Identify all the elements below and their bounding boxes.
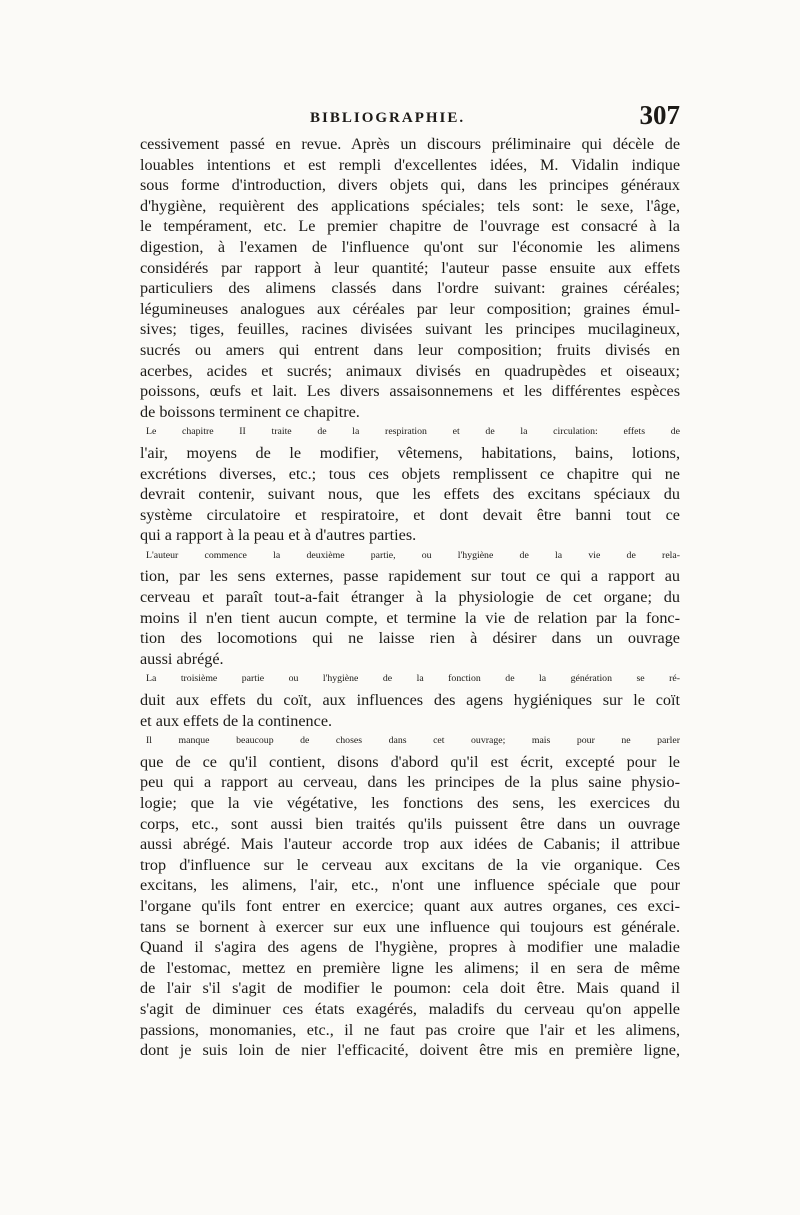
page-number: 307 xyxy=(639,100,680,130)
text-line: excitans, les alimens, l'air, etc., n'ont une influence spéciale que pour xyxy=(140,876,680,895)
text-line: qui a rapport à la peau et à d'autres parties. xyxy=(140,526,417,545)
text-line: acerbes, acides et sucrés; animaux divisés en quadrupèdes et oiseaux; xyxy=(140,361,680,380)
text-line: aussi abrégé. xyxy=(140,649,224,668)
text-line: devrait contenir, suivant nous, que les effets des excitans spéciaux du xyxy=(140,485,680,504)
text-line: moins il n'en tient aucun compte, et termine la vie de relation par la fonc- xyxy=(140,608,680,627)
text-line: et aux effets de la continence. xyxy=(140,711,333,730)
text-line: tans se bornent à exercer sur eux une influence qui toujours est générale. xyxy=(140,917,680,936)
text-line: dont je suis loin de nier l'efficacité, doivent être mis en première ligne, xyxy=(140,1041,680,1060)
text-line: passions, monomanies, etc., il ne faut pas croire que l'air et les alimens, xyxy=(140,1020,680,1039)
text-line: trop d'influence sur le cerveau aux excitans de la vie organique. Ces xyxy=(140,855,680,874)
text-line: logie; que la vie végétative, les fonctions des sens, les exercices du xyxy=(140,794,680,812)
text-line: l'air, moyens de le modifier, vêtemens, habitations, bains, lotions, xyxy=(140,443,680,462)
text-line: peu qui a rapport au cerveau, dans les principes de la plus saine physio- xyxy=(140,773,680,792)
text-line: sous forme d'introduction, divers objets qui, dans les principes généraux xyxy=(140,176,680,195)
text-line: considérés par rapport à leur quantité; l'auteur passe ensuite aux effets xyxy=(140,258,680,277)
text-line: duit aux effets du coït, aux influences des agens hygiéniques sur le coït xyxy=(140,691,680,710)
text-line: système circulatoire et respiratoire, et dont devait être banni tout ce xyxy=(140,505,680,524)
text-line: louables intentions et est rempli d'excellentes idées, M. Vidalin indique xyxy=(140,155,680,174)
text-line: Il manque beaucoup de choses dans cet ouvrage; mais pour ne parler xyxy=(146,735,680,747)
text-line: Le chapitre II traite de la respiration et de la circulation: effets de xyxy=(146,426,680,438)
text-line: digestion, à l'examen de l'influence qu'ont sur l'économie les alimens xyxy=(140,237,680,256)
text-line: d'hygiène, requièrent des applications spéciales; tels sont: le sexe, l'âge, xyxy=(140,196,680,215)
text-line: légumineuses analogues aux céréales par leur composition; graines émul- xyxy=(140,299,680,318)
text-line: l'organe qu'ils font entrer en exercice; quant aux autres organes, ces exci- xyxy=(140,896,680,915)
text-line: de l'air s'il s'agit de modifier le poumon: cela doit être. Mais quand il xyxy=(140,979,680,998)
running-head xyxy=(140,100,680,134)
text-line: tion des locomotions qui ne laisse rien à désirer dans un ouvrage xyxy=(140,629,680,648)
text-line: poissons, œufs et lait. Les divers assaisonnemens et les différentes espèces xyxy=(140,382,680,401)
text-line: le tempérament, etc. Le premier chapitre de l'ouvrage est consacré à la xyxy=(140,217,680,236)
text-line: particuliers des alimens classés dans l'ordre suivant: graines céréales; xyxy=(140,279,680,298)
text-line: cerveau et paraît tout-a-fait étranger à la physiologie de cet organe; du xyxy=(140,588,680,607)
body-text xyxy=(140,134,680,1061)
text-line: sives; tiges, feuilles, racines divisées suivant les principes mucilagineux, xyxy=(140,320,680,339)
text-line: de l'estomac, mettez en première ligne les alimens; il en sera de même xyxy=(140,958,680,977)
text-line: excrétions diverses, etc.; tous ces objets remplissent ce chapitre qui ne xyxy=(140,464,680,483)
text-line: de boissons terminent ce chapitre. xyxy=(140,402,360,421)
text-line: cessivement passé en revue. Après un discours préliminaire qui décèle de xyxy=(140,135,680,153)
text-line: L'auteur commence la deuxième partie, ou l'hygiène de la vie de rela- xyxy=(146,549,680,561)
text-line: tion, par les sens externes, passe rapidement sur tout ce qui a rapport au xyxy=(140,567,680,586)
text-line: que de ce qu'il contient, disons d'abord qu'il est écrit, excepté pour le xyxy=(140,752,680,771)
running-head-title: BIBLIOGRAPHIE. xyxy=(310,110,466,126)
text-line: corps, etc., sont aussi bien traités qu'ils puissent être dans un ouvrage xyxy=(140,814,680,833)
text-line: s'agit de diminuer ces états exagérés, maladifs du cerveau qu'on appelle xyxy=(140,999,680,1018)
text-line: La troisième partie ou l'hygiène de la fonction de la génération se ré- xyxy=(146,673,680,685)
text-line: sucrés ou amers qui entrent dans leur composition; fruits divisés en xyxy=(140,340,680,359)
text-line: Quand il s'agira des agens de l'hygiène, propres à modifier une maladie xyxy=(140,938,680,957)
text-line: aussi abrégé. Mais l'auteur accorde trop aux idées de Cabanis; il attribue xyxy=(140,835,680,854)
